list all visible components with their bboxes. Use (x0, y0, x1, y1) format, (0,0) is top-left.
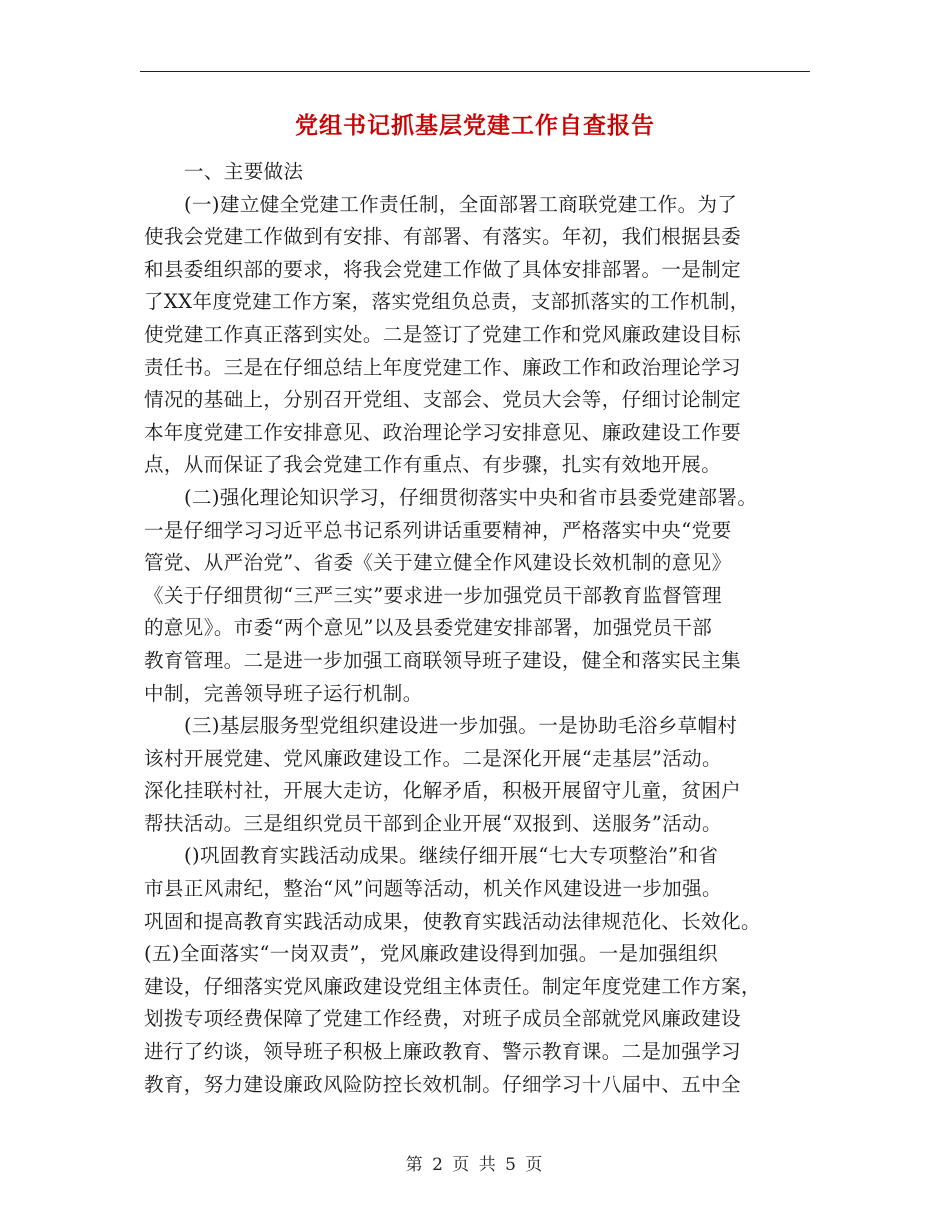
paragraph-line: 和县委组织部的要求，将我会党建工作做了具体安排部署。一是制定 (144, 257, 742, 281)
paragraph-line: 使我会党建工作做到有安排、有部署、有落实。年初，我们根据县委 (144, 225, 742, 249)
paragraph-line: 巩固和提高教育实践活动成果，使教育实践活动法律规范化、长效化。 (144, 909, 761, 933)
paragraph-line: 市县正风肃纪，整治“风”问题等活动，机关作风建设进一步加强。 (144, 877, 722, 901)
paragraph-line: (五)全面落实“一岗双责”，党风廉政建设得到加强。一是加强组织 (144, 942, 719, 966)
section-heading: 一、主要做法 (184, 160, 304, 183)
paragraph-line: 点，从而保证了我会党建工作有重点、有步骤，扎实有效地开展。 (144, 453, 722, 477)
paragraph-line: 使党建工作真正落到实处。二是签订了党建工作和党风廉政建设目标 (144, 322, 742, 346)
paragraph-line: (三)基层服务型党组织建设进一步加强。一是协助毛浴乡草帽村 (184, 714, 738, 738)
paragraph-line: (一)建立健全党建工作责任制，全面部署工商联党建工作。为了 (184, 192, 738, 216)
document-title: 党组书记抓基层党建工作自查报告 (295, 113, 655, 139)
paragraph-line: 《关于仔细贯彻“三严三实”要求进一步加强党员干部教育监督管理 (144, 583, 722, 607)
paragraph-line: 责任书。三是在仔细总结上年度党建工作、廉政工作和政治理论学习 (144, 355, 742, 379)
paragraph-line: 教育管理。二是进一步加强工商联领导班子建设，健全和落实民主集 (144, 648, 742, 672)
paragraph-line: 情况的基础上，分别召开党组、支部会、党员大会等，仔细讨论制定 (144, 388, 742, 412)
paragraph-line: 建设，仔细落实党风廉政建设党组主体责任。制定年度党建工作方案， (144, 974, 761, 998)
paragraph-line: 帮扶活动。三是组织党员干部到企业开展“双报到、送服务”活动。 (144, 811, 722, 835)
paragraph-line: 该村开展党建、党风廉政建设工作。二是深化开展“走基层”活动。 (144, 746, 722, 770)
paragraph-line: (二)强化理论知识学习，仔细贯彻落实中央和省市县委党建部署。 (184, 485, 758, 509)
paragraph-line: 本年度党建工作安排意见、政治理论学习安排意见、廉政建设工作要 (144, 420, 742, 444)
paragraph-line: 了XX年度党建工作方案，落实党组负总责，支部抓落实的工作机制， (144, 290, 750, 314)
paragraph-line: 教育，努力建设廉政风险防控长效机制。仔细学习十八届中、五中全 (144, 1072, 742, 1096)
paragraph-line: 深化挂联村社，开展大走访，化解矛盾，积极开展留守儿童，贫困户 (144, 779, 742, 803)
paragraph-line: 的意见》。市委“两个意见”以及县委党建安排部署，加强党员干部 (144, 616, 713, 640)
paragraph-line: 进行了约谈，领导班子积极上廉政教育、警示教育课。二是加强学习 (144, 1040, 742, 1064)
paragraph-line: 划拨专项经费保障了党建工作经费，对班子成员全部就党风廉政建设 (144, 1007, 742, 1031)
header-rule (140, 71, 810, 72)
page-number: 第 2 页 共 5 页 (405, 1155, 545, 1175)
document-body (144, 156, 810, 1101)
paragraph-line: 管党、从严治党”、省委《关于建立健全作风建设长效机制的意见》 (144, 551, 732, 575)
paragraph-line: 一是仔细学习习近平总书记系列讲话重要精神，严格落实中央“党要 (144, 518, 732, 542)
paragraph-line: ()巩固教育实践活动成果。继续仔细开展“七大专项整治”和省 (184, 844, 719, 868)
paragraph-line: 中制，完善领导班子运行机制。 (144, 681, 423, 705)
